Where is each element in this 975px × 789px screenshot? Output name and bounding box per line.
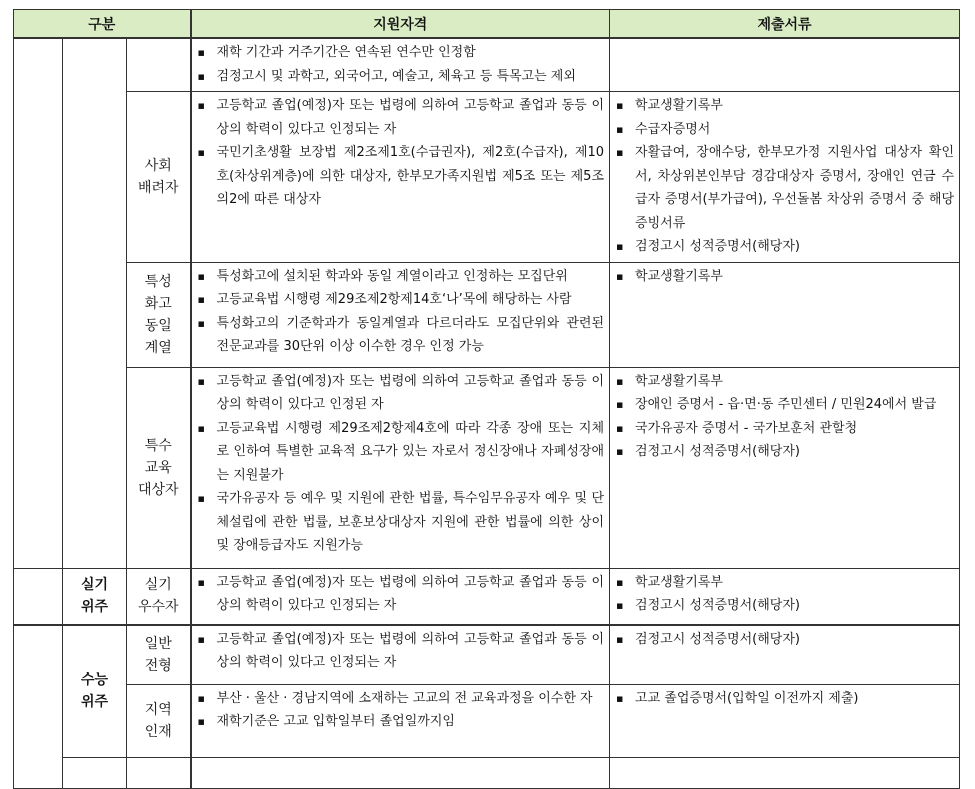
bullet-list <box>196 628 605 675</box>
bullet-item: ▪ 장애인 증명서 - 읍·면·동 주민센터 / 민원24에서 발급 <box>614 393 954 417</box>
bullet-item: ▪ 자활급여, 장애수당, 한부모가정 지원사업 대상자 확인서, 차상위본인부담 경감대상자 증명서, 장애인 연금 수급자 증명서(부가급여), 우선돌봄 차상위 증명서 중 해당 증빙서류 <box>614 141 954 235</box>
subcategory-special-education: 특수 교육 대상자 <box>127 367 191 568</box>
bullet-item: ▪ 재학기준은 고교 입학일부터 졸업일까지임 <box>196 710 605 734</box>
bullet-item: ▪ 부산 · 울산 · 경남지역에 소재하는 고교의 전 교육과정을 이수한 자 <box>196 687 605 711</box>
qualification-cell <box>191 38 610 92</box>
header-qualification: 지원자격 <box>191 10 610 39</box>
bullet-item: ▪ 학교생활기록부 <box>614 265 954 289</box>
group-cell <box>63 757 127 788</box>
bullet-list <box>614 628 954 652</box>
bullet-list <box>196 370 605 558</box>
bullet-item: ▪ 특성화고의 기준학과가 동일계열과 다르더라도 모집단위와 관련된 전문교과를 30단위 이상 이수한 경우 인정 가능 <box>196 312 605 359</box>
group-practical: 실기 위주 <box>63 568 127 625</box>
group-csat: 수능 위주 <box>63 625 127 758</box>
subcategory-regional: 지역 인재 <box>127 684 191 757</box>
subcategory-cell <box>127 757 191 788</box>
bullet-item: ▪ 학교생활기록부 <box>614 94 954 118</box>
qualification-cell <box>191 92 610 263</box>
bullet-item: ▪ 검정고시 및 과학고, 외국어고, 예술고, 체육고 등 특목고는 제외 <box>196 65 605 89</box>
bullet-item: ▪ 고등교육법 시행령 제29조제2항제14호‘나’목에 해당하는 사람 <box>196 288 605 312</box>
qualification-cell <box>191 684 610 757</box>
admission-table <box>13 9 960 789</box>
documents-cell <box>610 757 960 788</box>
bullet-list <box>614 265 954 289</box>
bullet-item: ▪ 학교생활기록부 <box>614 571 954 595</box>
header-category: 구분 <box>14 10 191 39</box>
bullet-item: ▪ 고교 졸업증명서(입학일 이전까지 제출) <box>614 687 954 711</box>
bullet-item: ▪ 고등학교 졸업(예정)자 또는 법령에 의하여 고등학교 졸업과 동등 이상의 학력이 있다고 인정되는 자 <box>196 94 605 141</box>
documents-cell <box>610 684 960 757</box>
documents-cell <box>610 38 960 92</box>
bullet-item: ▪ 국가유공자 증명서 - 국가보훈처 관할청 <box>614 417 954 441</box>
bullet-list <box>196 94 605 212</box>
group-cell <box>63 38 127 568</box>
category-cell <box>14 38 63 568</box>
bullet-list <box>196 41 605 88</box>
documents-cell <box>610 92 960 263</box>
bullet-item: ▪ 검정고시 성적증명서(해당자) <box>614 628 954 652</box>
bullet-list <box>614 94 954 259</box>
bullet-item: ▪ 고등교육법 시행령 제29조제2항제4호에 따라 각종 장애 또는 지체로 인하여 특별한 교육적 요구가 있는 자로서 정신장애나 자폐성장애는 지원불가 <box>196 417 605 488</box>
qualification-cell <box>191 757 610 788</box>
bullet-list <box>614 370 954 464</box>
bullet-list <box>196 265 605 359</box>
subcategory-social: 사회 배려자 <box>127 92 191 263</box>
category-cell <box>14 568 63 625</box>
bullet-list <box>196 571 605 618</box>
bullet-item: ▪ 고등학교 졸업(예정)자 또는 법령에 의하여 고등학교 졸업과 동등 이상의 학력이 있다고 인정된 자 <box>196 370 605 417</box>
bullet-item: ▪ 국민기초생활 보장법 제2조제1호(수급권자), 제2호(수급자), 제10호(차상위계층)에 의한 대상자, 한부모가족지원법 제5조 또는 제5조의2에 따른 대상자 <box>196 141 605 212</box>
bullet-list <box>614 687 954 711</box>
bullet-list <box>196 687 605 734</box>
subcategory-cell <box>127 38 191 92</box>
documents-cell <box>610 568 960 625</box>
qualification-cell <box>191 625 610 685</box>
bullet-item: ▪ 국가유공자 등 예우 및 지원에 관한 법률, 특수임무유공자 예우 및 단체설립에 관한 법률, 보훈보상대상자 지원에 관한 법률에 의한 상이 및 장애등급자도 지원가능 <box>196 487 605 558</box>
bullet-item: ▪ 검정고시 성적증명서(해당자) <box>614 594 954 618</box>
qualification-cell <box>191 367 610 568</box>
category-cell <box>14 625 63 789</box>
subcategory-practical: 실기 우수자 <box>127 568 191 625</box>
bullet-item: ▪ 학교생활기록부 <box>614 370 954 394</box>
bullet-item: ▪ 고등학교 졸업(예정)자 또는 법령에 의하여 고등학교 졸업과 동등 이상의 학력이 있다고 인정되는 자 <box>196 628 605 675</box>
documents-cell <box>610 625 960 685</box>
header-documents: 제출서류 <box>610 10 960 39</box>
qualification-cell <box>191 568 610 625</box>
bullet-list <box>614 571 954 618</box>
bullet-item: ▪ 검정고시 성적증명서(해당자) <box>614 235 954 259</box>
bullet-item: ▪ 고등학교 졸업(예정)자 또는 법령에 의하여 고등학교 졸업과 동등 이상의 학력이 있다고 인정되는 자 <box>196 571 605 618</box>
documents-cell <box>610 262 960 367</box>
subcategory-specialized: 특성 화고 동일 계열 <box>127 262 191 367</box>
qualification-cell <box>191 262 610 367</box>
bullet-item: ▪ 특성화고에 설치된 학과와 동일 계열이라고 인정하는 모집단위 <box>196 265 605 289</box>
bullet-item: ▪ 재학 기간과 거주기간은 연속된 연수만 인정함 <box>196 41 605 65</box>
documents-cell <box>610 367 960 568</box>
bullet-item: ▪ 검정고시 성적증명서(해당자) <box>614 440 954 464</box>
subcategory-general: 일반 전형 <box>127 625 191 685</box>
bullet-item: ▪ 수급자증명서 <box>614 118 954 142</box>
